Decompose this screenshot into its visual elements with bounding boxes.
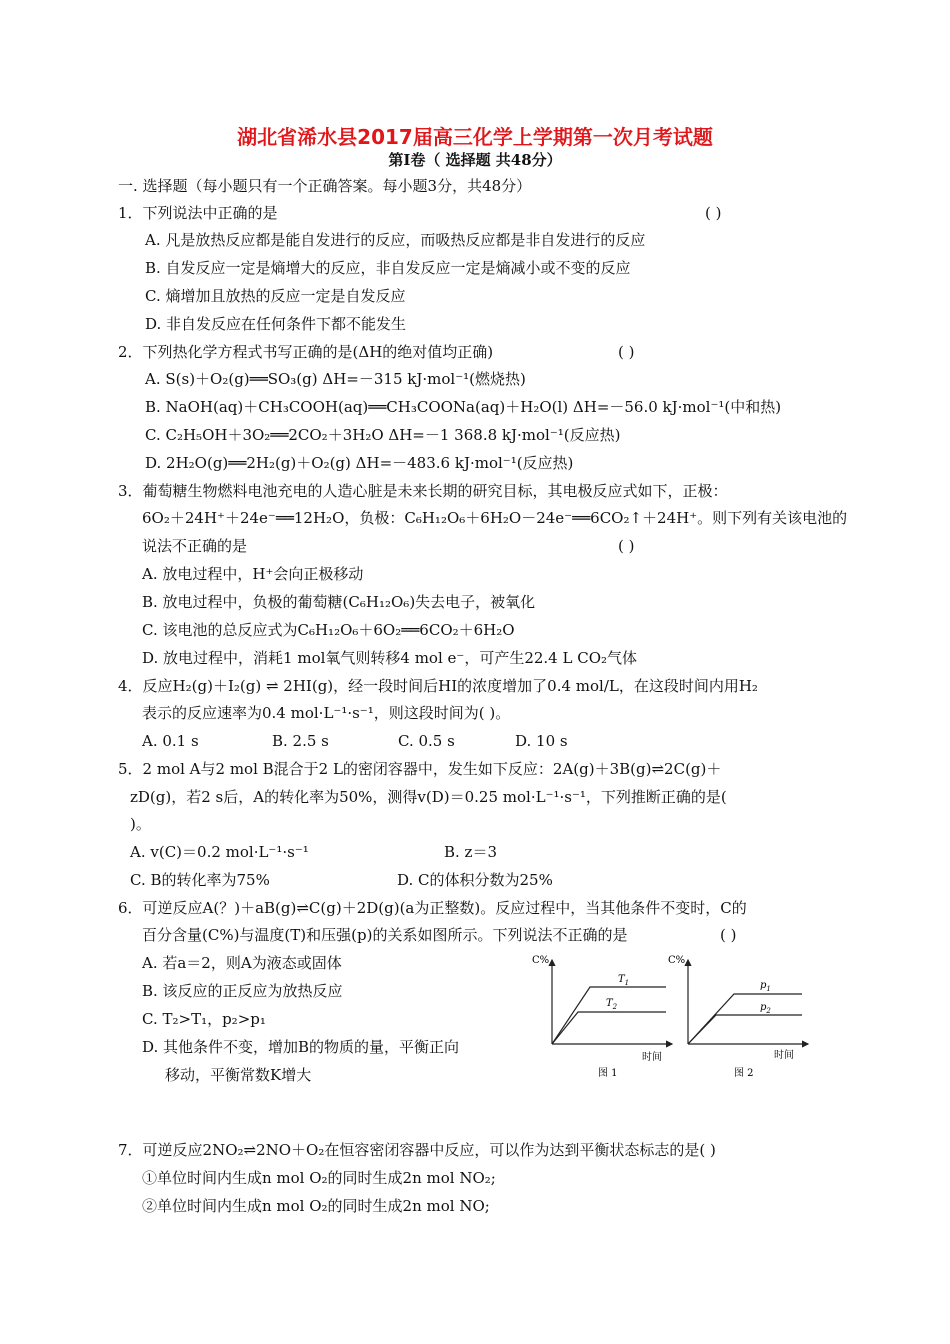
fig1-y-label: C% xyxy=(532,955,550,966)
q6-option-c: C. T₂>T₁，p₂>p₁ xyxy=(142,1010,266,1028)
q4-stem-line2: 表示的反应速率为0.4 mol·L⁻¹·s⁻¹，则这段时间为( )。 xyxy=(142,704,511,722)
fig2-label-p1: $p_1$ xyxy=(760,980,771,993)
q2-option-a: A. S(s)＋O₂(g)══SO₃(g) ΔH=－315 kJ·mol⁻¹(燃烧热) xyxy=(145,370,526,388)
q2-option-b: B. NaOH(aq)＋CH₃COOH(aq)══CH₃COONa(aq)＋H₂O(l) ΔH=－56.0 kJ·mol⁻¹(中和热) xyxy=(145,398,782,416)
q4-option-b: B. 2.5 s xyxy=(272,732,329,750)
q5-stem-line3: )。 xyxy=(130,815,151,833)
q4-stem-line1: 4．反应H₂(g)＋I₂(g) ⇌ 2HI(g)，经一段时间后HI的浓度增加了0.4 mol/L，在这段时间内用H₂ xyxy=(118,677,758,695)
q3-answer-paren: ( ) xyxy=(618,537,635,555)
q3-option-c: C. 该电池的总反应式为C₆H₁₂O₆＋6O₂══6CO₂＋6H₂O xyxy=(142,621,515,639)
fig1-label-t1: $T_1$ xyxy=(618,974,630,987)
section-instruction: 一. 选择题（每小题只有一个正确答案。每小题3分，共48分） xyxy=(118,177,532,195)
q5-option-a: A. v(C)＝0.2 mol·L⁻¹·s⁻¹ xyxy=(130,843,309,861)
q2-option-c: C. C₂H₅OH＋3O₂══2CO₂＋3H₂O ΔH=－1 368.8 kJ·mol⁻¹(反应热) xyxy=(145,426,621,444)
q3-stem-line3: 说法不正确的是 xyxy=(142,537,248,555)
q6-stem-line1: 6．可逆反应A(？)＋aB(g)⇌C(g)＋2D(g)(a为正整数)。反应过程中，当其他条件不变时，C的 xyxy=(118,899,747,917)
q3-option-b: B. 放电过程中，负极的葡萄糖(C₆H₁₂O₆)失去电子，被氧化 xyxy=(142,593,536,611)
q7-item-2: ②单位时间内生成n mol O₂的同时生成2n mol NO; xyxy=(142,1197,490,1215)
fig1-x-label: 时间 xyxy=(642,1052,662,1063)
fig2-curve-p2 xyxy=(688,1015,802,1044)
figure-1 xyxy=(528,950,678,1080)
q5-option-d: D. C的体积分数为25% xyxy=(397,871,553,889)
q5-option-c: C. B的转化率为75% xyxy=(130,871,270,889)
figure-2 xyxy=(664,950,814,1080)
fig2-x-label: 时间 xyxy=(774,1050,794,1061)
fig1-curve-t2 xyxy=(552,1012,666,1044)
q7-item-1: ①单位时间内生成n mol O₂的同时生成2n mol NO₂; xyxy=(142,1169,496,1187)
q5-stem-line2: zD(g)，若2 s后，A的转化率为50%，测得v(D)＝0.25 mol·L⁻¹·s⁻¹，下列推断正确的是( xyxy=(130,788,727,806)
q1-option-c: C. 熵增加且放热的反应一定是自发反应 xyxy=(145,287,406,305)
fig2-y-label: C% xyxy=(668,955,686,966)
q6-option-a: A. 若a＝2，则A为液态或固体 xyxy=(142,954,342,972)
exam-title: 湖北省浠水县2017届高三化学上学期第一次月考试题 xyxy=(237,125,713,149)
q1-stem: 1．下列说法中正确的是 xyxy=(118,204,278,222)
q1-option-d: D. 非自发反应在任何条件下都不能发生 xyxy=(145,315,407,333)
fig2-caption: 图 2 xyxy=(734,1068,754,1079)
q4-option-a: A. 0.1 s xyxy=(142,732,199,750)
q6-answer-paren: ( ) xyxy=(720,926,737,944)
q4-option-d: D. 10 s xyxy=(515,732,568,750)
q2-stem: 2．下列热化学方程式书写正确的是(ΔH的绝对值均正确) xyxy=(118,343,494,361)
q4-option-c: C. 0.5 s xyxy=(398,732,455,750)
fig2-label-p2: $p_2$ xyxy=(760,1002,771,1015)
fig1-caption: 图 1 xyxy=(598,1068,618,1079)
q3-stem-line1: 3．葡萄糖生物燃料电池充电的人造心脏是未来长期的研究目标，其电极反应式如下，正极： xyxy=(118,482,728,500)
q1-answer-paren: ( ) xyxy=(705,204,722,222)
fig1-curve-t1 xyxy=(552,987,666,1044)
paper-section-heading: 第Ⅰ卷（ 选择题 共48分） xyxy=(388,151,562,169)
q6-option-b: B. 该反应的正反应为放热反应 xyxy=(142,982,343,1000)
q2-option-d: D. 2H₂O(g)══2H₂(g)＋O₂(g) ΔH=－483.6 kJ·mol⁻¹(反应热) xyxy=(145,454,574,472)
q6-option-d-line2: 移动，平衡常数K增大 xyxy=(165,1066,312,1084)
q3-option-a: A. 放电过程中，H⁺会向正极移动 xyxy=(142,565,364,583)
q1-option-a: A. 凡是放热反应都是能自发进行的反应，而吸热反应都是非自发进行的反应 xyxy=(145,231,646,249)
fig1-label-t2: $T_2$ xyxy=(606,998,618,1011)
q5-stem-line1: 5．2 mol A与2 mol B混合于2 L的密闭容器中，发生如下反应：2A(g)＋3B(g)⇌2C(g)＋ xyxy=(118,760,722,778)
q5-option-b: B. z＝3 xyxy=(444,843,498,861)
q2-answer-paren: ( ) xyxy=(618,343,635,361)
q7-stem: 7．可逆反应2NO₂⇌2NO＋O₂在恒容密闭容器中反应，可以作为达到平衡状态标志的是( ) xyxy=(118,1141,716,1159)
q1-option-b: B. 自发反应一定是熵增大的反应，非自发反应一定是熵减小或不变的反应 xyxy=(145,259,631,277)
q6-option-d-line1: D. 其他条件不变，增加B的物质的量，平衡正向 xyxy=(142,1038,460,1056)
fig2-curve-p1 xyxy=(688,994,802,1044)
q3-stem-line2: 6O₂＋24H⁺＋24e⁻══12H₂O，负极：C₆H₁₂O₆＋6H₂O－24e⁻══6CO₂↑＋24H⁺。则下列有关该电池的 xyxy=(142,509,848,527)
q3-option-d: D. 放电过程中，消耗1 mol氧气则转移4 mol e⁻，可产生22.4 L CO₂气体 xyxy=(142,649,638,667)
q6-stem-line2: 百分含量(C%)与温度(T)和压强(p)的关系如图所示。下列说法不正确的是 xyxy=(142,926,628,944)
